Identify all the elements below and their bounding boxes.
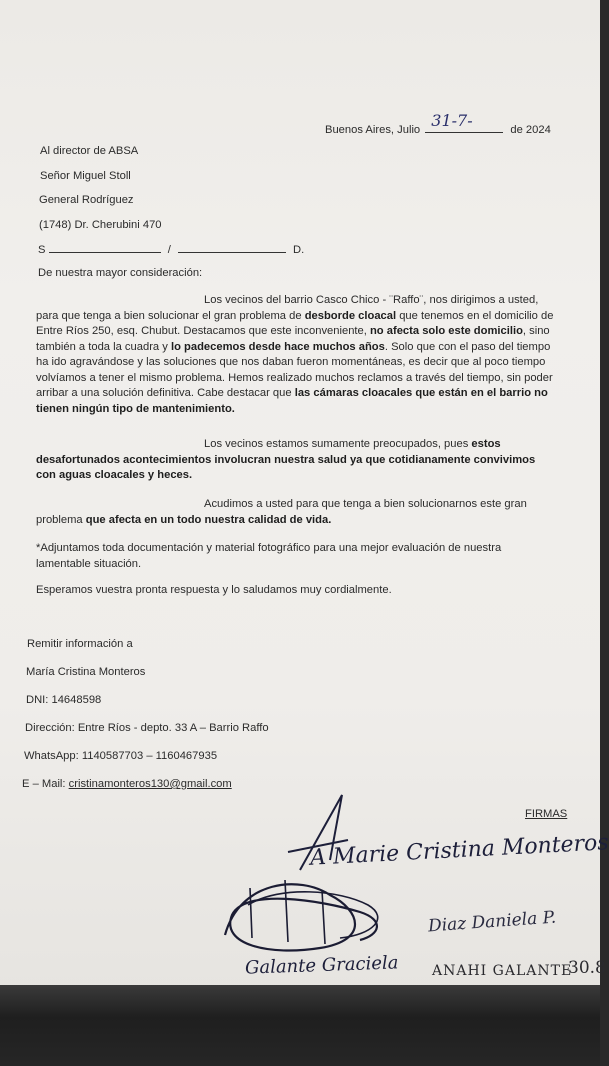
place-date-line (325, 111, 551, 138)
signature-2-ring (248, 892, 378, 938)
contact-heading: Remitir información a (27, 638, 133, 650)
handwritten-date: 31-7- (431, 111, 473, 130)
signature-3-left: Galante Graciela (244, 952, 399, 979)
signature-2-scribble (225, 884, 377, 950)
form-blank-2 (178, 241, 286, 253)
paragraph-4: *Adjuntamos toda documentación y material fotográfico para una mejor evaluación de nuestra lamentable situación. (36, 542, 502, 570)
recipient-line-1: Al director de ABSA (40, 145, 139, 157)
signature-3-right: ANAHI GALANTE (432, 963, 573, 979)
p1-text-e: , sino también a toda la cuadra y (36, 325, 550, 353)
contact-whatsapp: WhatsApp: 1140587703 – 1160467935 (24, 750, 218, 762)
contact-address: Dirección: Entre Ríos - depto. 33 A – Barrio Raffo (25, 722, 269, 734)
signature-2-vertical (250, 880, 325, 944)
signatures-heading: FIRMAS (525, 808, 568, 820)
p1-bold-f: lo padecemos desde hace muchos años (170, 340, 385, 353)
contact-email-line (22, 777, 232, 792)
p3-bold-b: que afecta en un todo nuestra calidad de vida. (85, 513, 332, 526)
p3-text-a: Acudimos a usted para que tenga a bien solucionarnos este gran problema (36, 498, 527, 526)
signature-1: A Marie Cristina Monteros (309, 830, 609, 871)
email-link[interactable]: cristinamonteros130@gmail.com (68, 778, 232, 790)
contact-dni: DNI: 14648598 (26, 694, 102, 706)
form-blank-1 (49, 241, 161, 253)
recipient-line-2: Señor Miguel Stoll (40, 170, 131, 182)
greeting: De nuestra mayor consideración: (38, 267, 203, 279)
signature-3-number: 30.8 (568, 958, 606, 978)
paragraph-3 (36, 497, 556, 528)
p1-text-c: que tenemos en el domicilio de Entre Ríos 250, esq. Chubut. Destacamos que este inconveniente, (36, 309, 554, 337)
salutation-form-line (38, 241, 304, 258)
p2-text-a: Los vecinos estamos sumamente preocupados, pues (204, 438, 472, 450)
paragraph-1 (36, 293, 556, 417)
date-prefix: Buenos Aires, Julio (325, 124, 421, 136)
contact-name: María Cristina Monteros (26, 666, 146, 678)
p1-bold-b: desborde cloacal (304, 309, 397, 322)
form-d: D. (293, 244, 305, 256)
recipient-line-3: General Rodríguez (39, 194, 134, 206)
p1-text-g: . Solo que con el paso del tiempo ha ido agravándose y las soluciones que nos daban fueron momentáneas, es decir que al poco tiempo volvíamos a tener el mismo problema. Hemos realizado muchos reclamos a través del tiempo, sin poder arribar a una solución definitiva. Cabe destacar que (36, 340, 553, 399)
p1-text-a: Los vecinos del barrio Casco Chico - ¨Raffo¨, nos dirigimos a usted, para que tenga a bien solucionar el gran problema de (36, 294, 539, 322)
signature-2-text: Diaz Daniela P. (427, 907, 557, 937)
paragraph-5: Esperamos vuestra pronta respuesta y lo saludamos muy cordialmente. (36, 584, 392, 596)
p2-bold-b: estos desafortunados acontecimientos involucran nuestra salud ya que cotidianamente convivimos con aguas cloacales y heces. (36, 438, 536, 481)
recipient-line-4: (1748) Dr. Cherubini 470 (39, 219, 162, 231)
table-surface (0, 985, 600, 1066)
paragraph-2 (36, 437, 556, 484)
form-s: S (38, 244, 46, 256)
p1-bold-h: las cámaras cloacales que están en el barrio no tienen ningún tipo de mantenimiento. (36, 387, 548, 415)
date-handwritten-blank (425, 111, 503, 133)
date-suffix: de 2024 (510, 124, 551, 136)
p1-bold-d: no afecta solo este domicilio (369, 325, 523, 337)
email-label: E – Mail: (22, 778, 69, 790)
form-slash: / (167, 244, 171, 256)
